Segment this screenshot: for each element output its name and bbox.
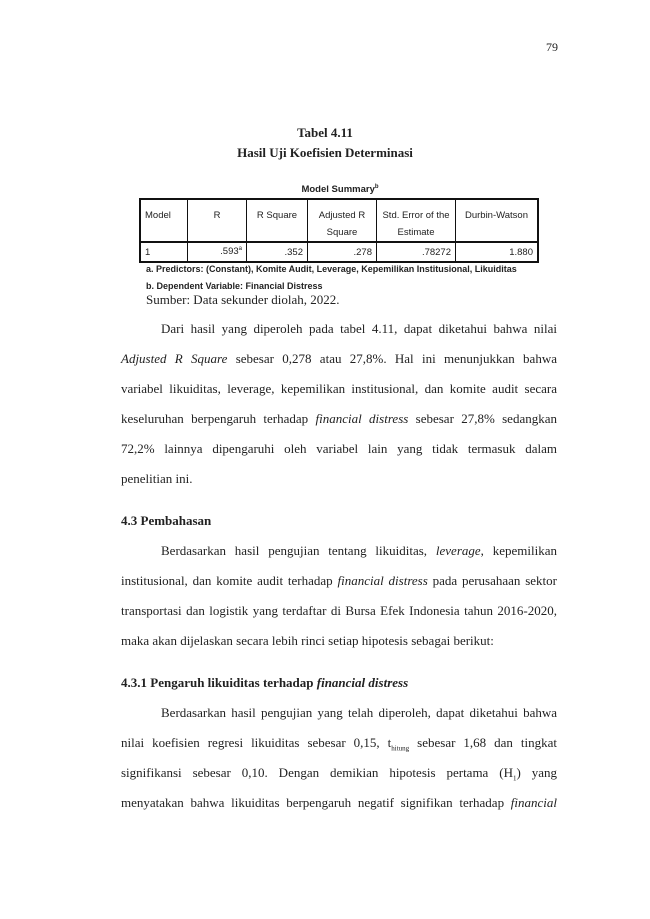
table-number: Tabel 4.11 [297,125,353,140]
cell-std-error: .78272 [377,242,456,262]
cell-r-square: .352 [247,242,308,262]
source-note: Sumber: Data sekunder diolah, 2022. [146,292,340,307]
footnote-b: b. Dependent Variable: Financial Distress [146,281,323,291]
table-header-row [140,199,538,242]
cell-model: 1 [140,242,188,262]
table-caption [0,123,650,163]
page-number: 79 [546,40,558,54]
model-summary-table [139,198,539,263]
section-heading: 4.3 Pembahasan [121,513,212,528]
paragraph-1: Dari hasil yang diperoleh pada tabel 4.11, dapat diketahui bahwa nilai Adjusted R Square sebesar 0,278 atau 27,8%. Hal ini menunjukkan bahwa variabel likuiditas, leverage, kepemilikan institusional, dan komite audit secara keseluruhan berpengaruh terhadap financial distress sebesar 27,8% sedangkan 72,2% lainnya dipengaruhi oleh variabel lain yang tidak termasuk dalam penelitian ini. [121,321,557,486]
paragraph-2: Berdasarkan hasil pengujian tentang likuiditas, leverage, kepemilikan institusional, dan komite audit terhadap financial distress pada perusahaan sektor transportasi dan logistik yang terdaftar di Bursa Efek Indonesia tahun 2016-2020, maka akan dijelaskan secara lebih rinci setiap hipotesis sebagai berikut: [121,543,558,648]
table-title: Hasil Uji Koefisien Determinasi [237,145,413,160]
header-r: R [188,199,247,242]
paragraph-3: Berdasarkan hasil pengujian yang telah diperoleh, dapat diketahui bahwa nilai koefisien regresi likuiditas sebesar 0,15, $t_{hitung}$ sebesar 1,68 dan tingkat signifikansi sebesar 0,10. Dengan demikian hipotesis pertama $(H_1)$ yang menyatakan bahwa likuiditas berpengaruh negatif signifikan terhadap financial [121,705,557,810]
header-std-error: Std. Error of the Estimate [377,199,456,242]
footnote-a: a. Predictors: (Constant), Komite Audit, Leverage, Kepemilikan Institusional, Likuiditas [146,264,517,274]
header-r-square: R Square [247,199,308,242]
header-model: Model [140,199,188,242]
subsection-heading: 4.3.1 Pengaruh likuiditas terhadap financial distress [121,675,409,690]
cell-r: .593$^a$ [188,242,247,262]
cell-durbin-watson: 1.880 [456,242,539,262]
header-durbin-watson: Durbin-Watson [456,199,539,242]
cell-adjusted-r-square: .278 [308,242,377,262]
table-row [140,242,538,262]
header-adjusted-r-square: Adjusted R Square [308,199,377,242]
model-summary-title: Model Summary$^b$ [301,184,379,196]
